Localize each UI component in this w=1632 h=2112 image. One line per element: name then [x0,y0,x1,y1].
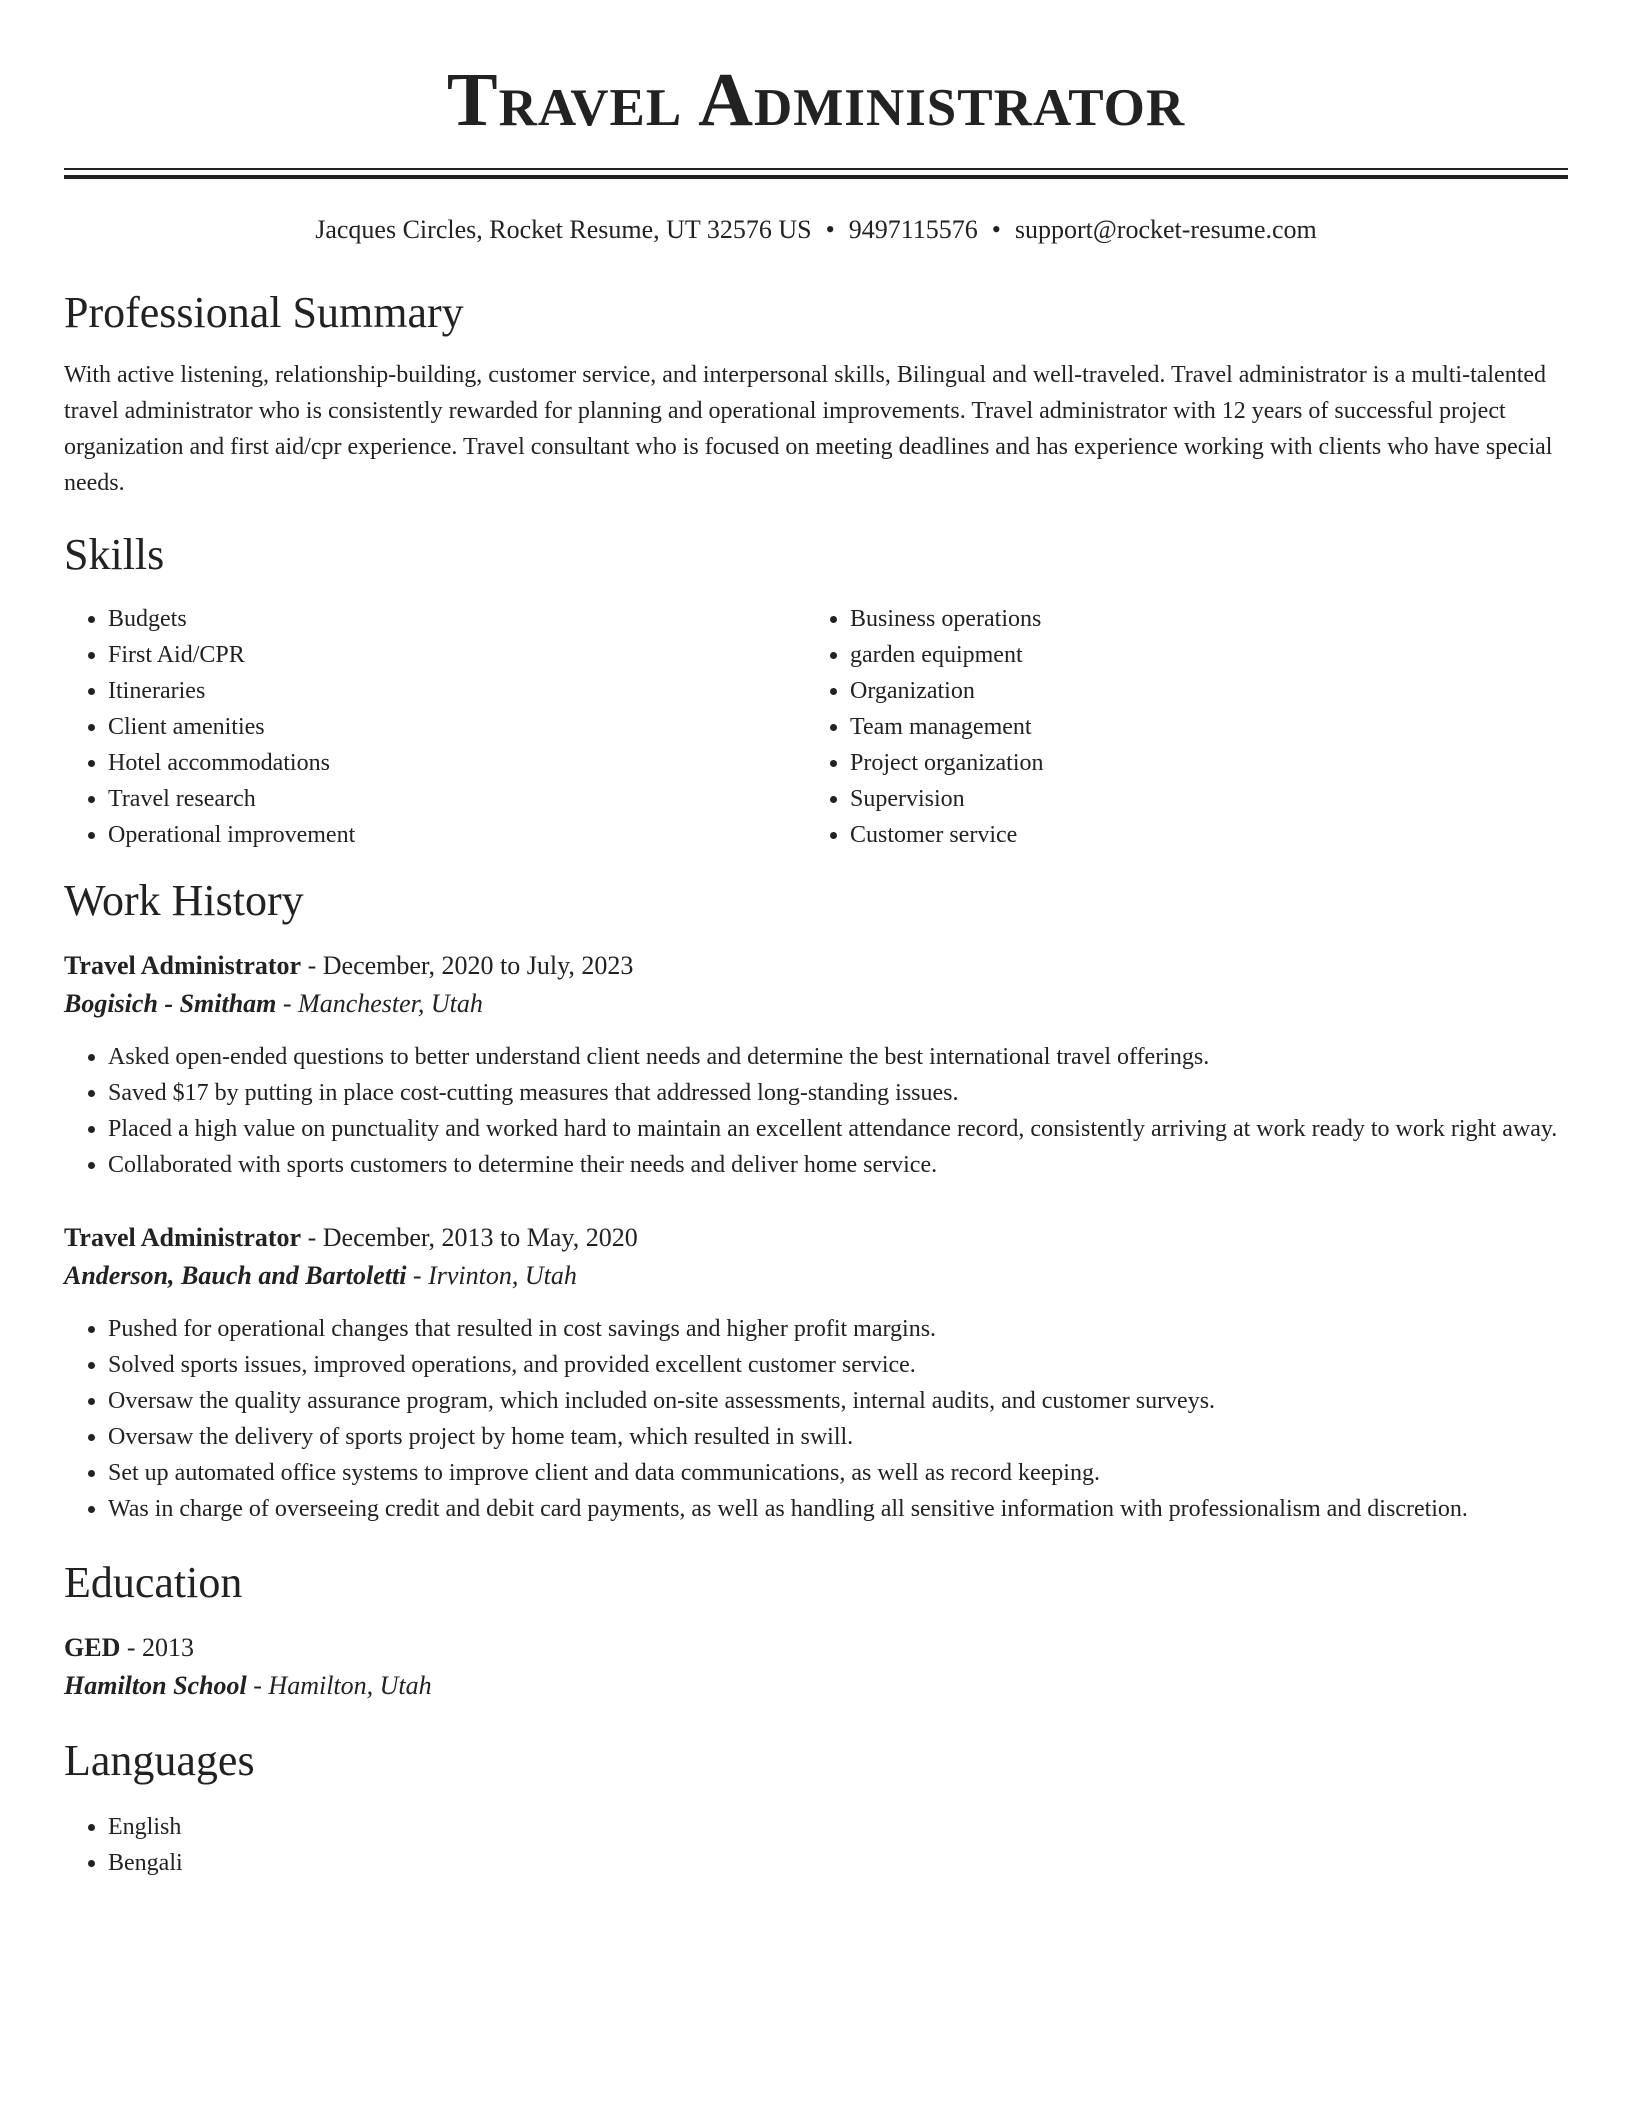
contact-address: Jacques Circles, Rocket Resume, UT 32576 US [315,215,812,244]
job-bullet: • Pushed for operational changes that resulted in cost savings and higher profit margins. [108,1311,1568,1347]
job-entry [64,947,1568,1183]
job-location: - Manchester, Utah [276,989,483,1018]
skill-item: • Business operations [850,601,1548,637]
education-degree-line [64,1629,1568,1667]
job-bullet: • Oversaw the quality assurance program, which included on-site assessments, internal audits, and customer surveys. [108,1383,1568,1419]
contact-email: support@rocket-resume.com [1014,215,1317,244]
skill-item: • Travel research [108,781,806,817]
contact-separator: • [991,215,1001,244]
summary-heading: Professional Summary [64,288,464,337]
skill-item: • garden equipment [850,637,1548,673]
skill-item: • Organization [850,673,1548,709]
skill-item: • Team management [850,709,1548,745]
job-location: - Irvinton, Utah [406,1261,577,1290]
skills-column-right [806,601,1548,853]
languages-list [64,1809,1568,1881]
languages-entry [64,1809,1568,1881]
education-year: - 2013 [120,1633,195,1662]
language-item: • Bengali [108,1845,1568,1881]
skills-heading: Skills [64,530,165,579]
rule-thick [64,175,1568,179]
skill-item: • Budgets [108,601,806,637]
job-title-line [64,947,1568,985]
rule-thin [64,168,1568,170]
education-school-line [64,1667,1568,1705]
skill-item: • Customer service [850,817,1548,853]
education-location: - Hamilton, Utah [246,1671,432,1700]
job-company: Anderson, Bauch and Bartoletti [64,1261,407,1290]
languages-heading: Languages [64,1736,255,1785]
job-company-line [64,985,1568,1023]
skill-item: • First Aid/CPR [108,637,806,673]
education-degree: GED [64,1633,121,1662]
job-dates: - December, 2013 to May, 2020 [301,1223,638,1252]
skill-item: • Supervision [850,781,1548,817]
resume-title: Travel Administrator [446,58,1186,142]
job-role: Travel Administrator [64,951,302,980]
job-entry [64,1219,1568,1527]
skills-column-left [64,601,806,853]
skill-item: • Project organization [850,745,1548,781]
job-bullet: • Oversaw the delivery of sports project by home team, which resulted in swill. [108,1419,1568,1455]
job-bullet: • Placed a high value on punctuality and worked hard to maintain an excellent attendance record, consistently arriving at work ready to work right away. [108,1111,1568,1147]
job-bullet: • Was in charge of overseeing credit and debit card payments, as well as handling all sensitive information with professionalism and discretion. [108,1491,1568,1527]
job-bullets [64,1311,1568,1527]
job-role: Travel Administrator [64,1223,302,1252]
job-bullet: • Asked open-ended questions to better understand client needs and determine the best international travel offerings. [108,1039,1568,1075]
job-bullet: • Set up automated office systems to improve client and data communications, as well as record keeping. [108,1455,1568,1491]
education-entry [64,1629,1568,1705]
skill-item: • Itineraries [108,673,806,709]
skills-grid [64,601,1568,853]
job-bullets [64,1039,1568,1183]
skill-item: • Client amenities [108,709,806,745]
job-bullet: • Saved $17 by putting in place cost-cutting measures that addressed long-standing issues. [108,1075,1568,1111]
summary-text: With active listening, relationship-building, customer service, and interpersonal skills, Bilingual and well-traveled. Travel administrator is a multi-talented travel administrator who is consistently rewarded for planning and operational improvements. Travel administrator with 12 years of successful project organization and first aid/cpr experience. Travel consultant who is focused on meeting deadlines and has experience working with clients who have special needs. [64,362,1553,496]
job-bullet: • Collaborated with sports customers to determine their needs and deliver home service. [108,1147,1568,1183]
language-item: • English [108,1809,1568,1845]
work-history-heading: Work History [64,876,304,925]
skill-item: • Hotel accommodations [108,745,806,781]
job-dates: - December, 2020 to July, 2023 [301,951,634,980]
job-bullet: • Solved sports issues, improved operations, and provided excellent customer service. [108,1347,1568,1383]
education-heading: Education [64,1558,243,1607]
education-school: Hamilton School [64,1671,247,1700]
contact-phone: 9497115576 [848,215,978,244]
skills-list-left [64,601,806,853]
title-double-rule [64,168,1568,179]
job-title-line [64,1219,1568,1257]
job-company: Bogisich - Smitham [64,989,277,1018]
contact-separator: • [825,215,835,244]
job-company-line [64,1257,1568,1295]
skills-list-right [806,601,1548,853]
skill-item: • Operational improvement [108,817,806,853]
contact-line [64,213,1568,247]
